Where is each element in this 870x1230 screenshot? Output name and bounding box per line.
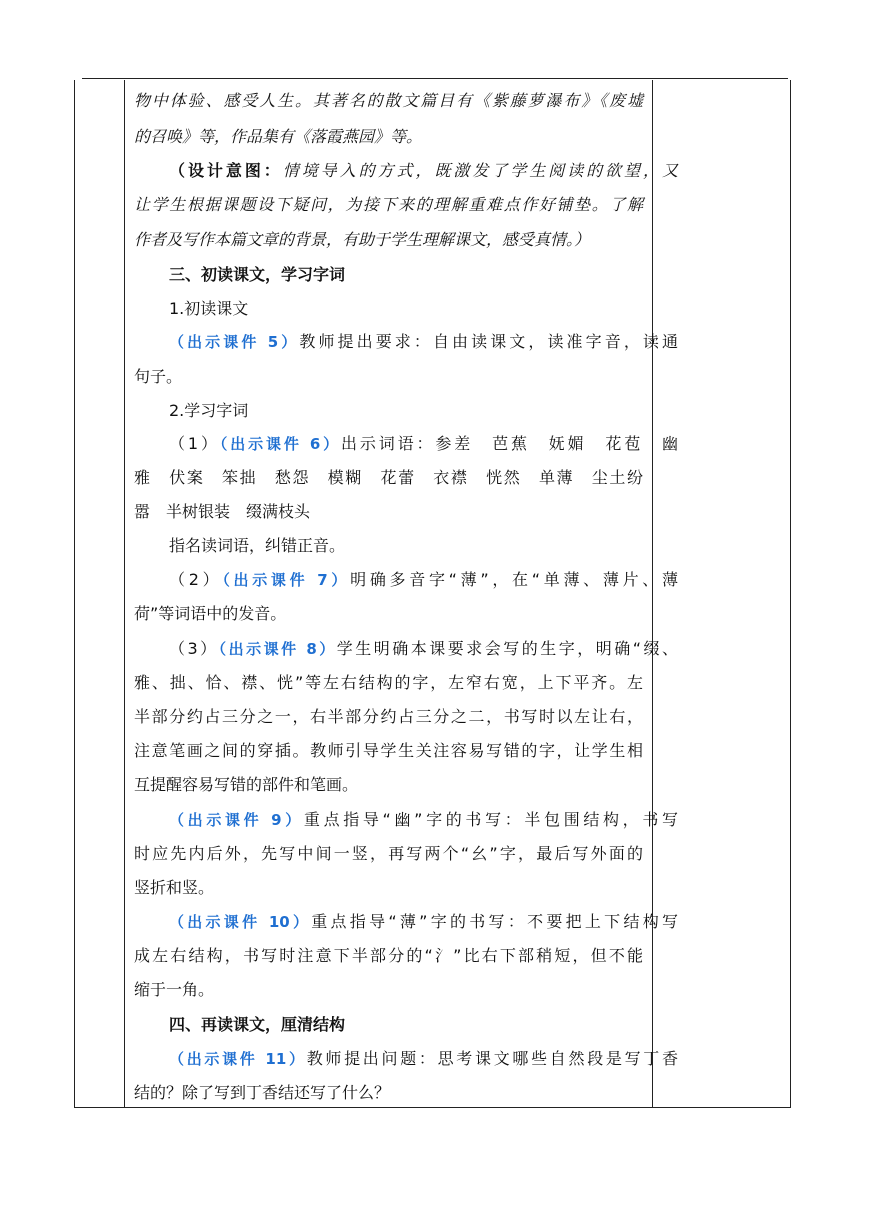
- text-line: 荷”等词语中的发音。: [134, 604, 287, 623]
- text-fragment: 出示词语：参差 芭蕉 妩媚 花苞 幽: [341, 434, 678, 453]
- right-column-divider: [652, 80, 653, 1108]
- courseware-tag: （出示课件 8）: [218, 640, 337, 658]
- section-heading-4: 四、再读课文，厘清结构: [169, 1015, 346, 1034]
- courseware-tag: （出示课件 10）: [169, 913, 312, 931]
- text-line: [134, 570, 678, 590]
- vocab-line: 雅 伏案 笨拙 愁怨 模糊 花蕾 衣襟 恍然 单薄 尘土纷: [134, 468, 643, 487]
- courseware-tag: （出示课件 6）: [219, 435, 342, 453]
- text-line: 竖折和竖。: [134, 878, 215, 897]
- text-line: 作者及写作本篇文章的背景，有助于学生理解课文，感受真情。）: [134, 230, 591, 249]
- design-intent-label: （设计意图：: [169, 161, 283, 180]
- left-column-divider: [124, 80, 125, 1108]
- text-fragment: 重点指导“幽”字的书写：半包围结构，书写: [303, 810, 678, 829]
- courseware-tag: （出示课件 7）: [222, 571, 351, 589]
- text-line: [134, 434, 678, 454]
- text-fragment: 情境导入的方式，既激发了学生阅读的欲望，又: [282, 161, 678, 180]
- text-line: 让学生根据课题设下疑问，为接下来的理解重难点作好铺垫。了解: [134, 195, 643, 214]
- text-line: [134, 639, 678, 659]
- design-intent-line: [134, 161, 678, 181]
- text-line: 缩于一角。: [134, 980, 215, 999]
- text-fragment: 教师提出要求：自由读课文，读准字音，读通: [299, 332, 678, 351]
- text-line: 的召唤》等，作品集有《落霞燕园》等。: [134, 127, 423, 146]
- text-line: [134, 810, 678, 830]
- text-line: [134, 1049, 678, 1069]
- courseware-tag: （出示课件 9）: [169, 811, 304, 829]
- text-line: 结的？除了写到丁香结还写了什么？: [134, 1083, 391, 1102]
- header-rule: [82, 78, 788, 79]
- subheading: 1.初读课文: [169, 299, 249, 318]
- text-line: 指名读词语，纠错正音。: [169, 536, 346, 555]
- vocab-line: 嚣 半树银装 缀满枝头: [134, 502, 311, 521]
- text-line: [134, 332, 678, 352]
- text-fragment: 重点指导“薄”字的书写：不要把上下结构写: [311, 912, 678, 931]
- text-line: 成左右结构，书写时注意下半部分的“氵”比右下部稍短，但不能: [134, 946, 643, 965]
- text-line: 时应先内后外，先写中间一竖，再写两个“幺”字，最后写外面的: [134, 844, 643, 863]
- text-fragment: 教师提出问题：思考课文哪些自然段是写丁香: [306, 1049, 678, 1068]
- text-line: 物中体验、感受人生。其著名的散文篇目有《紫藤萝瀑布》《废墟: [134, 91, 643, 110]
- text-fragment: 学生明确本课要求会写的生字，明确“缀、: [336, 639, 678, 658]
- text-line: [134, 912, 678, 932]
- text-fragment: 明确多音字“薄”，在“单薄、薄片、薄: [350, 570, 678, 589]
- section-heading-3: 三、初读课文，学习字词: [169, 265, 346, 284]
- text-line: 注意笔画之间的穿插。教师引导学生关注容易写错的字，让学生相: [134, 741, 643, 760]
- text-line: 句子。: [134, 367, 183, 386]
- text-line: 雅、拙、恰、襟、恍”等左右结构的字，左窄右宽，上下平齐。左: [134, 673, 643, 692]
- text-line: 半部分约占三分之一，右半部分约占三分之二，书写时以左让右，: [134, 707, 643, 726]
- text-line: 互提醒容易写错的部件和笔画。: [134, 775, 359, 794]
- courseware-tag: （出示课件 11）: [169, 1050, 307, 1068]
- item-number: （1）: [169, 434, 220, 453]
- item-number: （2）: [169, 570, 223, 589]
- courseware-tag: （出示课件 5）: [169, 333, 300, 351]
- item-number: （3）: [169, 639, 219, 658]
- subheading: 2.学习字词: [169, 401, 249, 420]
